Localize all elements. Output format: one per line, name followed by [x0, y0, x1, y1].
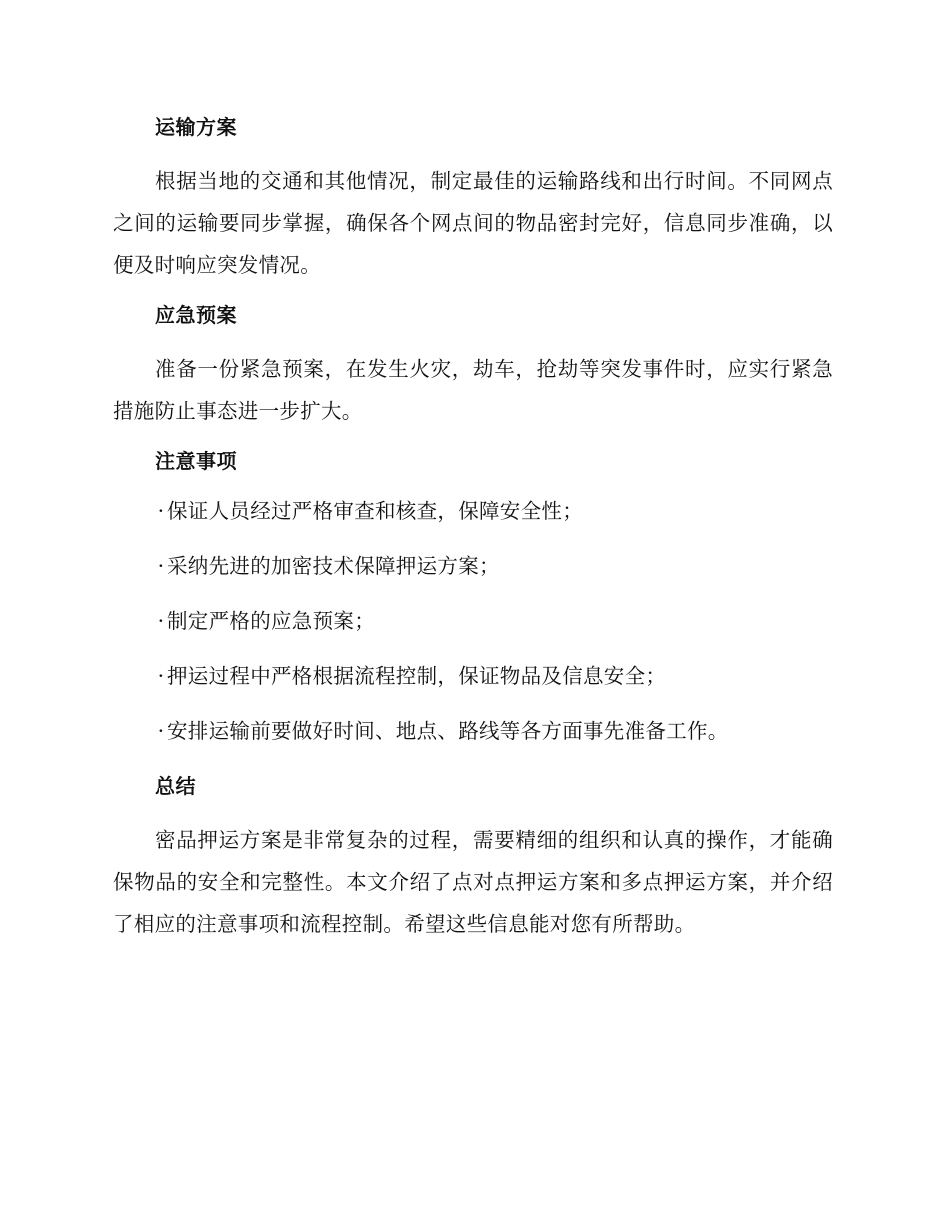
notes-list — [113, 494, 833, 748]
list-item — [113, 659, 833, 693]
document-body — [113, 110, 833, 957]
bullet-marker: · — [157, 609, 165, 633]
section-paragraph-emergency: 准备一份紧急预案，在发生火灾，劫车，抢劫等突发事件时，应实行紧急措施防止事态进一步扩大。 — [113, 357, 833, 423]
list-item — [113, 604, 833, 638]
list-item-text: 保证人员经过严格审查和核查，保障安全性； — [167, 499, 583, 523]
list-item-text: 制定严格的应急预案； — [167, 609, 375, 633]
list-item — [113, 549, 833, 583]
bullet-marker: · — [157, 664, 165, 688]
bullet-marker: · — [157, 499, 165, 523]
list-item — [113, 714, 833, 748]
bullet-marker: · — [157, 719, 165, 743]
bullet-marker: · — [157, 554, 165, 578]
section-paragraph-summary: 密品押运方案是非常复杂的过程，需要精细的组织和认真的操作，才能确保物品的安全和完整性。本文介绍了点对点押运方案和多点押运方案，并介绍了相应的注意事项和流程控制。希望这些信息能对您有所帮助。 — [113, 828, 833, 936]
list-item — [113, 494, 833, 528]
section-heading-summary: 总结 — [155, 774, 196, 798]
list-item-text: 押运过程中严格根据流程控制，保证物品及信息安全； — [167, 664, 667, 688]
section-heading-notes: 注意事项 — [155, 449, 237, 473]
list-item-text: 采纳先进的加密技术保障押运方案； — [167, 554, 500, 578]
section-heading-emergency: 应急预案 — [155, 303, 237, 327]
list-item-text: 安排运输前要做好时间、地点、路线等各方面事先准备工作。 — [167, 719, 729, 743]
section-heading-transport: 运输方案 — [155, 115, 237, 139]
section-paragraph-transport: 根据当地的交通和其他情况，制定最佳的运输路线和出行时间。不同网点之间的运输要同步掌握，确保各个网点间的物品密封完好，信息同步准确，以便及时响应突发情况。 — [113, 169, 833, 277]
